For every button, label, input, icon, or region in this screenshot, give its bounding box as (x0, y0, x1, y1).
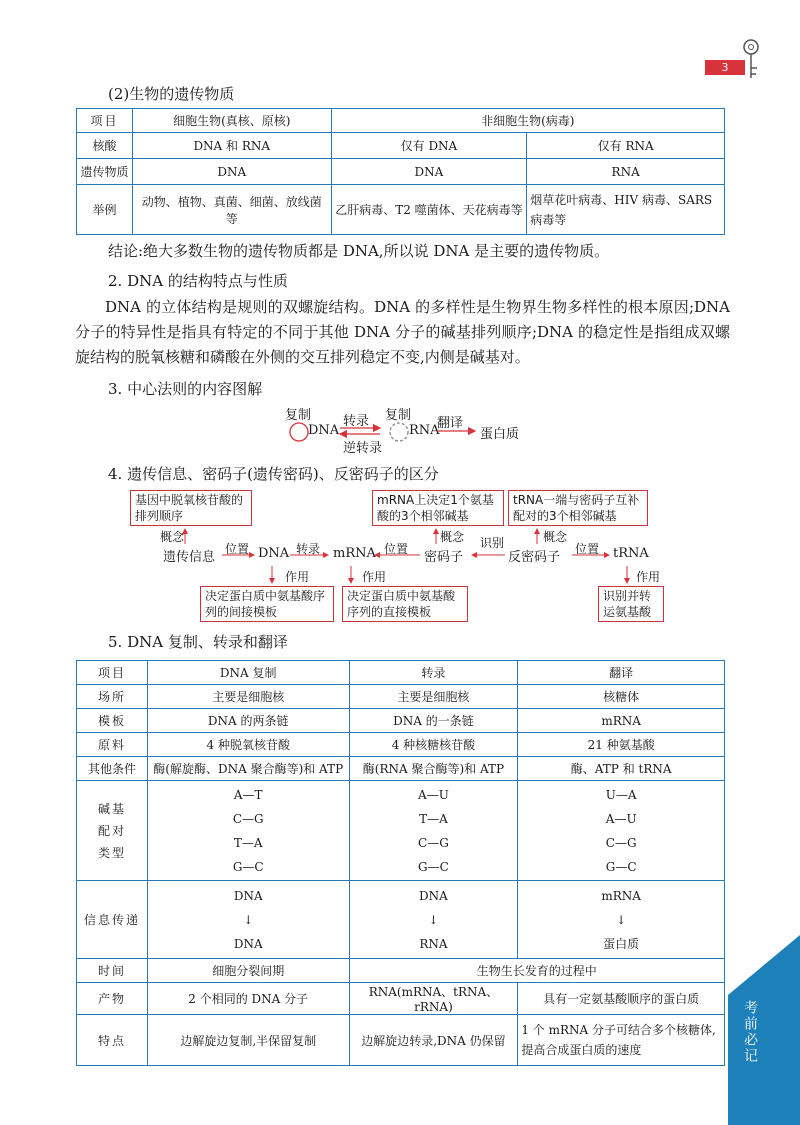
pair-item: A—U (605, 811, 637, 826)
protein-node: 蛋白质 (480, 427, 520, 442)
table-cell: 烟草花叶病毒、HIV 病毒、SARS 病毒等 (527, 185, 725, 235)
pairing-cell (518, 781, 725, 881)
recognize-transfer-box: 识别并转运氨基酸 (598, 586, 664, 622)
pair-item: G—C (418, 859, 449, 874)
table-cell: 边解旋边复制,半保留复制 (147, 1015, 349, 1066)
table-cell: 产物 (77, 983, 148, 1015)
rna-node: RNA (409, 423, 440, 438)
codon-node: 密码子 (424, 550, 464, 565)
table-cell: 场所 (77, 685, 148, 709)
table-cell: 21 种氨基酸 (518, 733, 725, 757)
trna-node: tRNA (613, 546, 649, 561)
table-cell: 4 种脱氧核苷酸 (147, 733, 349, 757)
side-tab-label: 考前必记 (742, 1000, 758, 1064)
pair-item: C—G (232, 811, 264, 826)
table-cell: 动物、植物、真菌、细菌、放线菌等 (132, 185, 331, 235)
table-cell: 细胞分裂间期 (147, 959, 349, 983)
position-label: 位置 (384, 542, 409, 556)
table-cell: DNA (331, 159, 527, 185)
position-label: 位置 (225, 542, 250, 556)
section-compare-title: 5. DNA 复制、转录和翻译 (108, 633, 288, 651)
flow-from: mRNA (601, 888, 641, 903)
table-cell: 具有一定氨基酸顺序的蛋白质 (518, 983, 725, 1015)
dna-node: DNA (308, 423, 340, 438)
transcribe-label: 转录 (296, 542, 321, 556)
table-cell: 主要是细胞核 (349, 685, 518, 709)
table-cell: 遗传物质 (77, 159, 133, 185)
table-cell: 其他条件 (77, 757, 148, 781)
pairing-cell (349, 781, 518, 881)
function-label: 作用 (285, 570, 310, 584)
info-flow-cell (518, 881, 725, 959)
concept-label: 概念 (160, 530, 185, 544)
table-cell: RNA (527, 159, 725, 185)
pair-item: C—G (605, 835, 637, 850)
table-header: DNA 复制 (147, 661, 349, 685)
table-cell: DNA 的两条链 (147, 709, 349, 733)
pair-item: A—T (233, 787, 263, 802)
replicate-label-2: 复制 (385, 408, 412, 423)
replicate-label-1: 复制 (285, 408, 312, 423)
dna-node: DNA (258, 546, 290, 561)
table-cell: mRNA (518, 709, 725, 733)
concept-label: 概念 (440, 530, 465, 544)
table-header: 翻译 (518, 661, 725, 685)
table-cell: DNA 的一条链 (349, 709, 518, 733)
genetic-info-node: 遗传信息 (163, 550, 216, 565)
direct-template-box: 决定蛋白质中氨基酸序列的直接模板 (342, 586, 468, 622)
page-number: 3 (705, 60, 745, 75)
table-cell: 酶(RNA 聚合酶等)和 ATP (349, 757, 518, 781)
table-cell: 仅有 DNA (331, 133, 527, 159)
table-cell: 特点 (77, 1015, 148, 1066)
table-cell: 信息传递 (77, 881, 148, 959)
recognize-label: 识别 (480, 536, 505, 550)
translate-label: 翻译 (437, 416, 464, 431)
pair-item: G—C (605, 859, 637, 874)
table-header: 项目 (77, 661, 148, 685)
table-cell: 模板 (77, 709, 148, 733)
table-cell: 酶(解旋酶、DNA 聚合酶等)和 ATP (147, 757, 349, 781)
conclusion: 结论:绝大多数生物的遗传物质都是 DNA,所以说 DNA 是主要的遗传物质。 (108, 242, 610, 260)
table-cell: RNA(mRNA、tRNA、rRNA) (349, 983, 518, 1015)
dna-structure-paragraph: DNA 的立体结构是规则的双螺旋结构。DNA 的多样性是生物界生物多样性的根本原因;DNA 分子的特异性是指具有特定的不同于其他 DNA 分子的碱基排列顺序;DNA 的稳定性是指组成双螺旋结构的脱氧核糖和磷酸在外侧的交互排列稳定不变,内侧是碱基对。 (75, 298, 730, 366)
table-cell: 核糖体 (518, 685, 725, 709)
table-cell: DNA 和 RNA (132, 133, 331, 159)
flow-from: DNA (419, 888, 448, 903)
down-arrow-icon: ↓ (616, 912, 627, 927)
pair-item: T—A (419, 811, 448, 826)
position-label: 位置 (575, 542, 600, 556)
anticodon-node: 反密码子 (508, 550, 561, 565)
section-central-title: 3. 中心法则的内容图解 (108, 380, 263, 398)
section-codon-title: 4. 遗传信息、密码子(遗传密码)、反密码子的区分 (108, 465, 439, 483)
table-cell: 乙肝病毒、T2 噬菌体、天花病毒等 (331, 185, 527, 235)
down-arrow-icon: ↓ (243, 912, 254, 927)
side-tab-corner (728, 935, 800, 995)
pair-item: A—U (418, 787, 449, 802)
mrna-node: mRNA (333, 546, 376, 561)
reverse-transcribe-label: 逆转录 (343, 441, 383, 456)
table-cell: 生物生长发育的过程中 (349, 959, 724, 983)
replication-comparison-table (76, 660, 725, 1066)
info-flow-cell (349, 881, 518, 959)
flow-to: RNA (419, 936, 448, 951)
pair-item: T—A (233, 835, 263, 850)
flow-to: 蛋白质 (603, 936, 640, 951)
table-cell: 2 个相同的 DNA 分子 (147, 983, 349, 1015)
gene-sequence-box: 基因中脱氧核苷酸的排列顺序 (130, 490, 252, 526)
table-cell: DNA (132, 159, 331, 185)
trna-anticodon-box: tRNA一端与密码子互补配对的3个相邻碱基 (508, 490, 648, 526)
table-cell: 主要是细胞核 (147, 685, 349, 709)
table-header: 项目 (77, 109, 133, 133)
table-cell: 仅有 RNA (527, 133, 725, 159)
table-cell: 酶、ATP 和 tRNA (518, 757, 725, 781)
flow-from: DNA (233, 888, 263, 903)
table-header: 细胞生物(真核、原核) (132, 109, 331, 133)
info-flow-cell (147, 881, 349, 959)
table-cell: 举例 (77, 185, 133, 235)
table-cell: 原料 (77, 733, 148, 757)
indirect-template-box: 决定蛋白质中氨基酸序列的间接模板 (200, 586, 334, 622)
table-cell: 4 种核糖核苷酸 (349, 733, 518, 757)
table-header: 非细胞生物(病毒) (331, 109, 724, 133)
mrna-codon-box: mRNA上决定1个氨基酸的3个相邻碱基 (372, 490, 504, 526)
pairing-cell (147, 781, 349, 881)
concept-label: 概念 (543, 530, 568, 544)
pair-item: U—A (605, 787, 637, 802)
down-arrow-icon: ↓ (428, 912, 439, 927)
function-label: 作用 (636, 570, 661, 584)
section-dna-title: 2. DNA 的结构特点与性质 (108, 272, 288, 290)
table-cell: 边解旋边转录,DNA 仍保留 (349, 1015, 518, 1066)
section-2-title: (2)生物的遗传物质 (108, 85, 235, 103)
table-header: 转录 (349, 661, 518, 685)
transcribe-label: 转录 (343, 414, 370, 429)
function-label: 作用 (362, 570, 387, 584)
table-cell: 1 个 mRNA 分子可结合多个核糖体,提高合成蛋白质的速度 (518, 1015, 725, 1066)
pair-item: C—G (418, 835, 449, 850)
pair-item: G—C (232, 859, 264, 874)
table-cell: 碱基配对类型 (77, 781, 148, 881)
table-cell: 核酸 (77, 133, 133, 159)
table-cell: 时间 (77, 959, 148, 983)
flow-to: DNA (233, 936, 263, 951)
